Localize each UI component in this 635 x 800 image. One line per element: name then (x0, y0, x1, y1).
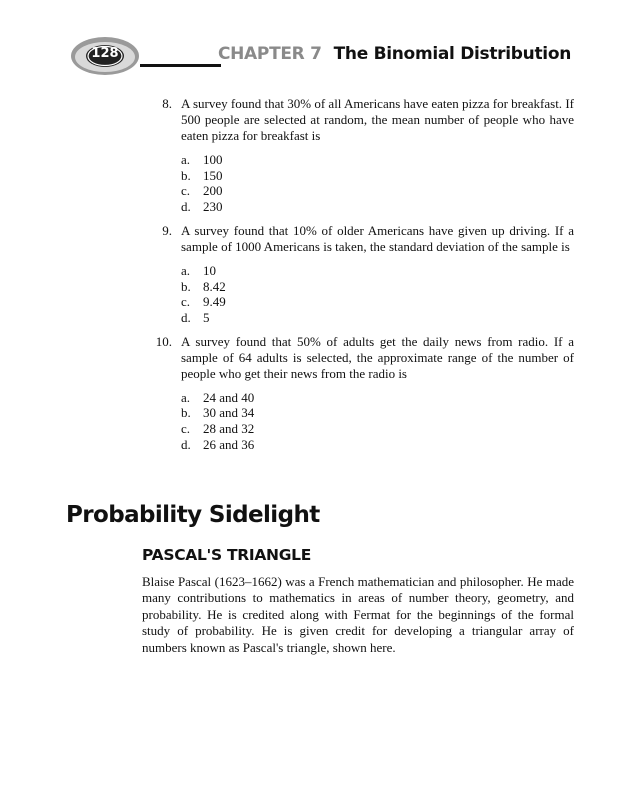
option-text: 200 (203, 183, 223, 199)
sidelight-paragraph: Blaise Pascal (1623–1662) was a French mathematician and philosopher. He made many contributions to mathematics in areas of number theory, geometry, and probability. He is credited along with Fermat for the beginnings of the formal study of probability. He is given credit for developing a triangular array of numbers known as Pascal's triangle, shown here. (142, 574, 574, 655)
option-letter: d. (181, 309, 191, 325)
option-text: 30 and 34 (203, 405, 255, 421)
option-text: 26 and 36 (203, 436, 255, 452)
question-8 (146, 96, 574, 215)
answer-options (181, 263, 574, 326)
option-d (181, 199, 574, 215)
option-letter: a. (181, 262, 191, 278)
question-9 (146, 223, 574, 326)
question-text: A survey found that 30% of all Americans have eaten pizza for breakfast. If 500 people are selected at random, the mean number of people who have eaten pizza for breakfast is (181, 96, 574, 143)
option-c (181, 183, 574, 199)
option-letter: d. (181, 436, 191, 452)
option-text: 24 and 40 (203, 389, 255, 405)
option-letter: a. (181, 389, 191, 405)
option-text: 230 (203, 199, 223, 215)
option-letter: b. (181, 278, 191, 294)
option-a (181, 152, 574, 168)
option-text: 10 (203, 262, 216, 278)
question-list (146, 96, 574, 460)
chapter-title: The Binomial Distribution (333, 44, 571, 64)
option-text: 100 (203, 152, 223, 167)
question-number: 9. (162, 222, 172, 238)
answer-options (181, 390, 574, 453)
question-number: 8. (162, 96, 172, 111)
option-b (181, 168, 574, 184)
option-a (181, 390, 574, 406)
question-text: A survey found that 10% of older Americans have given up driving. If a sample of 1000 Americans is taken, the standard deviation of the sample is (181, 222, 574, 254)
question-text: A survey found that 50% of adults get the daily news from radio. If a sample of 64 adults is selected, the approximate range of the number of people who get their news from the radio is (181, 333, 574, 381)
header-rule (140, 64, 221, 67)
question-10 (146, 334, 574, 453)
option-letter: d. (181, 199, 191, 215)
option-letter: c. (181, 183, 191, 199)
option-b (181, 279, 574, 295)
option-text: 8.42 (203, 278, 226, 294)
running-header (218, 44, 571, 64)
option-c (181, 421, 574, 437)
section-heading: Probability Sidelight (66, 502, 320, 528)
option-d (181, 437, 574, 453)
option-letter: a. (181, 152, 191, 167)
option-d (181, 310, 574, 326)
option-text: 9.49 (203, 294, 226, 310)
option-text: 5 (203, 309, 210, 325)
option-letter: c. (181, 421, 191, 437)
sidelight-subheading: PASCAL'S TRIANGLE (142, 546, 311, 564)
answer-options (181, 152, 574, 215)
option-b (181, 405, 574, 421)
chapter-label: CHAPTER 7 (217, 44, 322, 64)
option-letter: c. (181, 294, 191, 310)
option-c (181, 294, 574, 310)
option-text: 28 and 32 (203, 421, 255, 437)
question-number: 10. (155, 333, 172, 349)
option-letter: b. (181, 167, 191, 183)
option-text: 150 (203, 167, 223, 183)
page-number: 128 (91, 46, 119, 61)
option-letter: b. (181, 405, 191, 421)
option-a (181, 263, 574, 279)
